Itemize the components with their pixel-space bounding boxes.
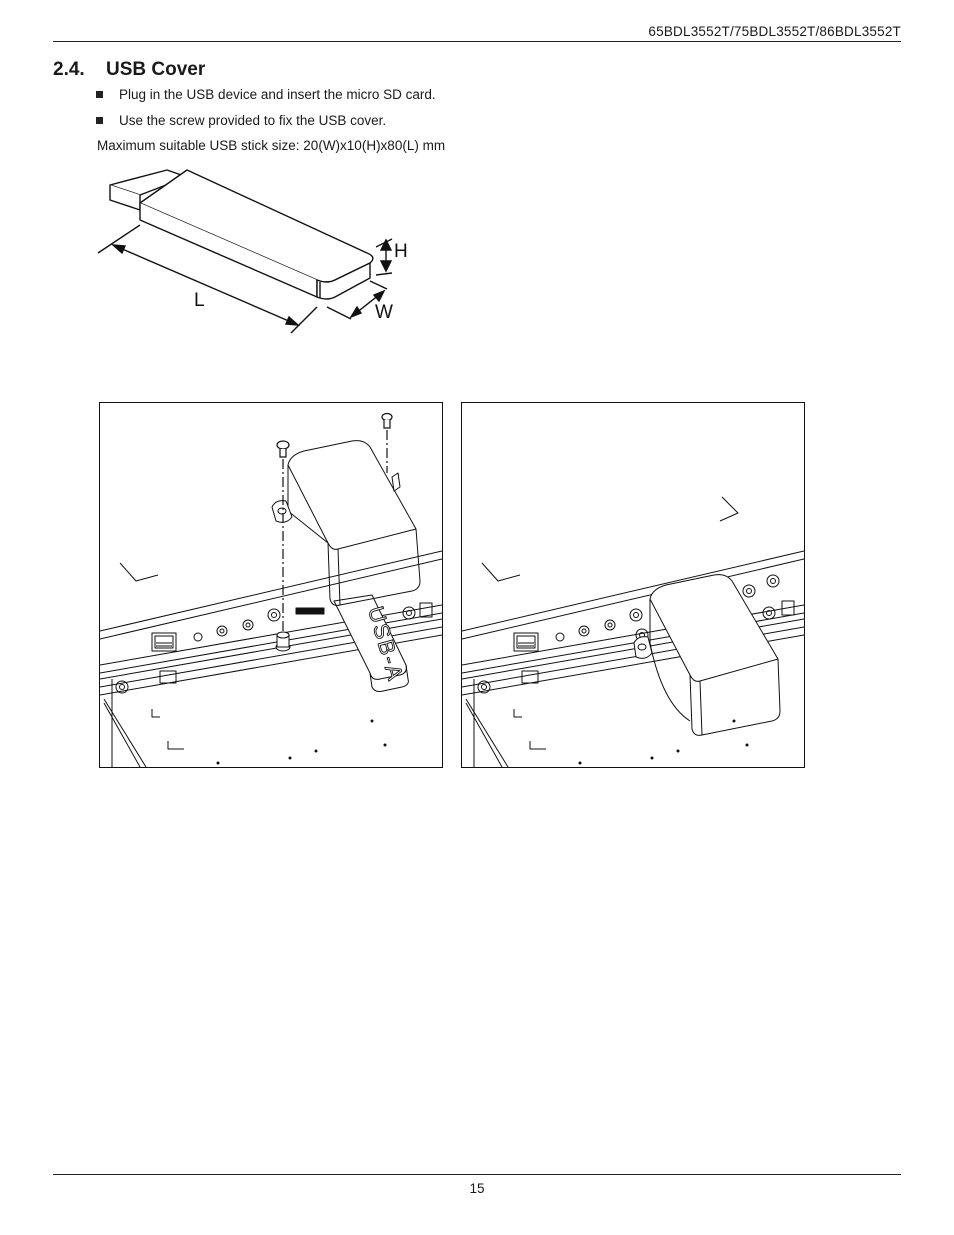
list-item-text: Plug in the USB device and insert the micro SD card.	[119, 87, 436, 102]
section-heading	[53, 59, 205, 81]
header-divider	[53, 41, 901, 42]
section-title: USB Cover	[106, 59, 206, 80]
width-extension-line	[327, 307, 351, 319]
instruction-list	[96, 86, 436, 138]
bullet-square-icon	[96, 91, 103, 98]
bullet-square-icon	[96, 117, 103, 124]
width-extension-line	[370, 281, 387, 289]
page-number: 15	[469, 1181, 485, 1196]
height-label: H	[394, 241, 408, 262]
install-step-1-figure	[99, 402, 443, 768]
length-label: L	[194, 290, 205, 311]
length-extension-line	[291, 307, 317, 333]
install-step-2-figure	[461, 402, 805, 768]
usb-stick-dimension-diagram	[95, 165, 425, 340]
document-model-header: 65BDL3552T/75BDL3552T/86BDL3552T	[648, 24, 901, 39]
list-item	[96, 112, 436, 138]
width-label: W	[375, 302, 393, 323]
footer-divider	[53, 1174, 901, 1175]
list-item-text: Use the screw provided to fix the USB cover.	[119, 113, 387, 128]
section-number: 2.4.	[53, 59, 85, 80]
list-item	[96, 86, 436, 112]
usb-port-label: USB-A	[363, 603, 409, 685]
height-extension-line	[376, 273, 392, 275]
usb-size-note: Maximum suitable USB stick size: 20(W)x10(H)x80(L) mm	[97, 138, 446, 153]
